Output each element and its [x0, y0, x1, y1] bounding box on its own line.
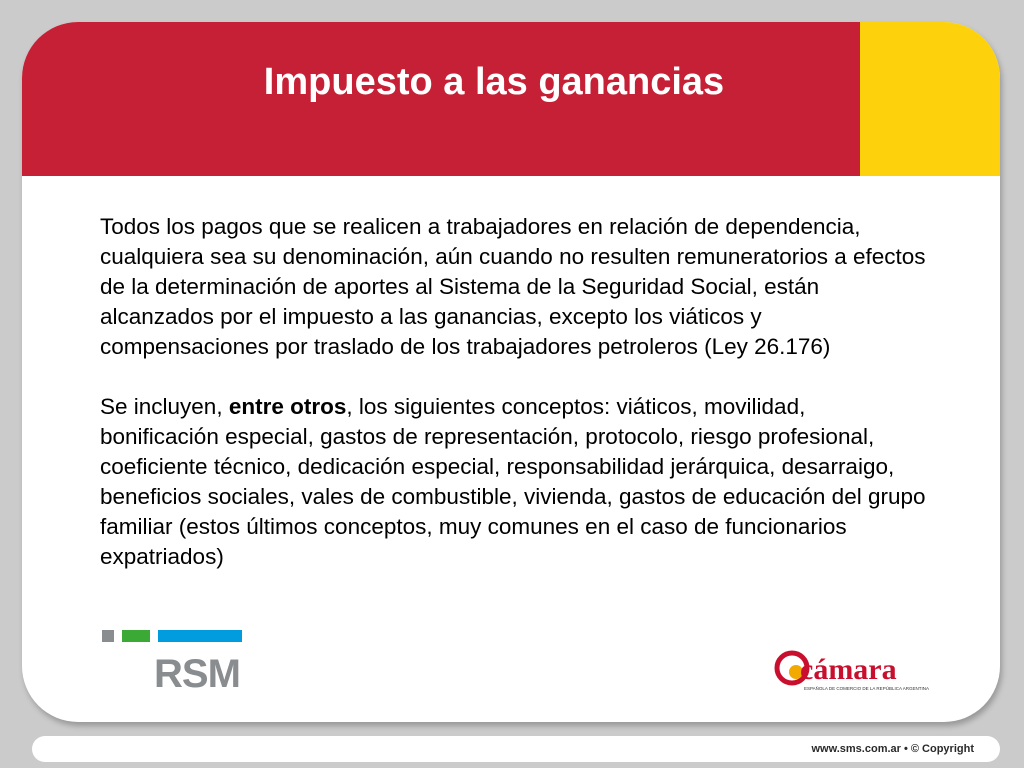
paragraph-spacer	[100, 362, 930, 392]
rsm-bar-gray	[102, 630, 114, 642]
rsm-bar-blue	[158, 630, 242, 642]
concepts-bold-phrase: entre otros	[228, 394, 347, 419]
concepts-prefix: Se incluyen,	[100, 394, 229, 419]
slide-body	[100, 212, 930, 572]
rsm-logo	[102, 630, 247, 690]
paragraph-concepts	[100, 392, 930, 572]
camara-logo	[774, 646, 954, 696]
slide-card	[22, 22, 1000, 722]
rsm-logo-text: RSM	[154, 652, 240, 690]
footer-bar	[32, 736, 1000, 762]
camara-logo-text: cámara	[800, 653, 897, 686]
rsm-bar-green	[122, 630, 150, 642]
camara-tagline: ESPAÑOLA DE COMERCIO DE LA REPÚBLICA ARGENTINA	[804, 686, 929, 691]
footer-copyright: www.sms.com.ar • © Copyright	[811, 743, 974, 755]
concepts-list: , los siguientes conceptos: viáticos, movilidad, bonificación especial, gastos de representación, protocolo, riesgo profesional, coeficiente técnico, dedicación especial, responsabilidad jerárquica, desarraigo, beneficios sociales, vales de combustible, vivienda, gastos de educación del grupo familiar (estos últimos conceptos, muy comunes en el caso de funcionarios expatriados)	[100, 394, 926, 569]
slide-title: Impuesto a las ganancias	[263, 61, 725, 103]
paragraph-payments: Todos los pagos que se realicen a trabajadores en relación de dependencia, cualquiera sea su denominación, aún cuando no resulten remuneratorios a efectos de la determinación de aportes al Sistema de la Seguridad Social, están alcanzados por el impuesto a las ganancias, excepto los viáticos y compensaciones por traslado de los trabajadores petroleros (Ley 26.176)	[100, 214, 926, 359]
